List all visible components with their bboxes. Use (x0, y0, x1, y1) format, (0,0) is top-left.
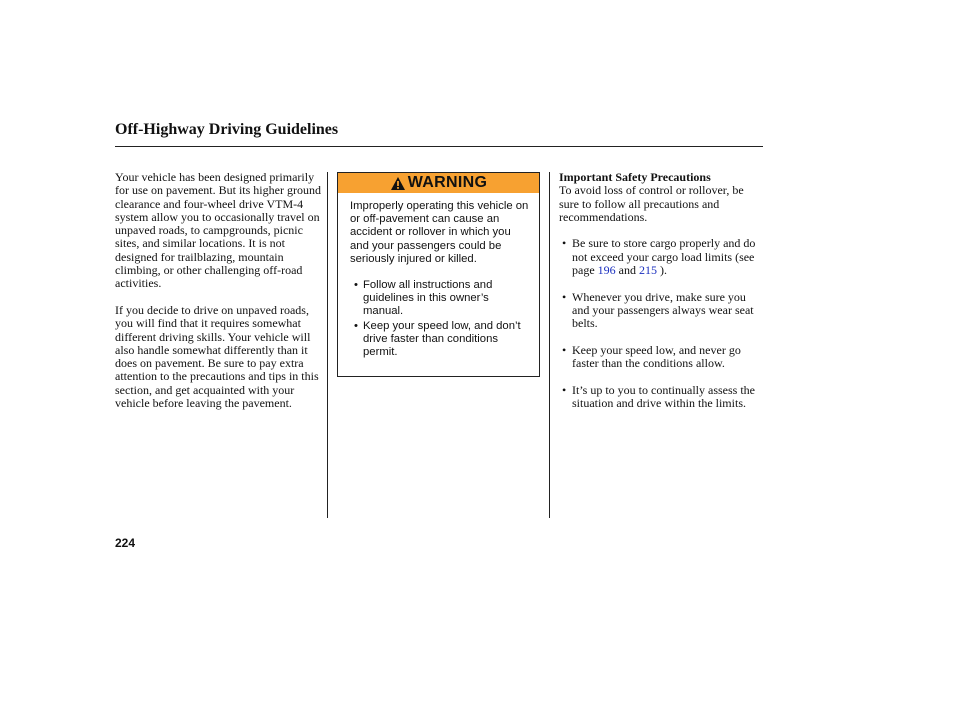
precaution-item (559, 237, 765, 277)
bullet: • (562, 382, 567, 397)
precaution-text: Whenever you drive, make sure you and your passengers always wear seat belts. (572, 289, 754, 331)
precaution-item (559, 291, 765, 331)
page-link-215[interactable]: 215 (638, 263, 657, 278)
column-divider (327, 172, 328, 518)
warning-list (350, 279, 531, 359)
bullet: • (354, 319, 358, 332)
page-title: Off-Highway Driving Guidelines (115, 121, 339, 138)
precaution-text: Be sure to store cargo properly and do not exceed your cargo load limits (see page (572, 236, 756, 278)
precaution-text: and (615, 263, 639, 278)
precaution-item (559, 384, 765, 411)
warning-box (337, 172, 540, 377)
precautions-heading: Important Safety Precautions (559, 170, 711, 184)
intro-paragraph: If you decide to drive on unpaved roads, you will find that it requires somewhat different driving skills. Your vehicle will also handle somewhat differently than it does on pavement. Be sure to pay extra attention to the precautions and tips in this section, and get acquainted with your vehicle before leaving the pavement. (115, 302, 319, 411)
warning-item-text: Follow all instructions and guidelines in this owner’s manual. (363, 279, 493, 318)
page-link-196[interactable]: 196 (597, 263, 616, 278)
warning-item (350, 279, 531, 319)
bullet: • (562, 236, 567, 251)
intro-column (115, 171, 321, 424)
page-number: 224 (115, 536, 136, 550)
warning-header (338, 173, 539, 193)
bullet: • (562, 289, 567, 304)
warning-item (350, 320, 531, 360)
bullet: • (562, 342, 567, 357)
precautions-intro: To avoid loss of control or rollover, be sure to follow all precautions and recommendations. (559, 183, 744, 224)
precautions-column (559, 171, 765, 424)
precaution-text: ). (656, 263, 667, 278)
bullet: • (354, 279, 358, 292)
precautions-list (559, 237, 765, 410)
precaution-text: It’s up to you to continually assess the situation and drive within the limits. (572, 382, 755, 411)
intro-paragraph: Your vehicle has been designed primarily for use on pavement. But its higher ground clearance and four-wheel drive VTM-4 system allow you to occasionally travel on unpaved roads, to campgrounds, picnic sites, and similar locations. It is not designed for trailblazing, mountain climbing, or other challenging off-road activities. (115, 170, 321, 291)
title-rule (115, 146, 763, 147)
warning-item-text: Keep your speed low, and don’t drive faster than conditions permit. (363, 319, 521, 359)
warning-triangle-icon (390, 176, 406, 191)
warning-label: WARNING (407, 174, 488, 191)
column-divider (549, 172, 550, 518)
precaution-text: Keep your speed low, and never go faster than the conditions allow. (572, 342, 741, 371)
warning-body (338, 193, 539, 359)
warning-text: Improperly operating this vehicle on or off-pavement can cause an accident or rollover in which you and your passengers could be seriously injured or killed. (350, 200, 529, 265)
precaution-item (559, 344, 765, 371)
